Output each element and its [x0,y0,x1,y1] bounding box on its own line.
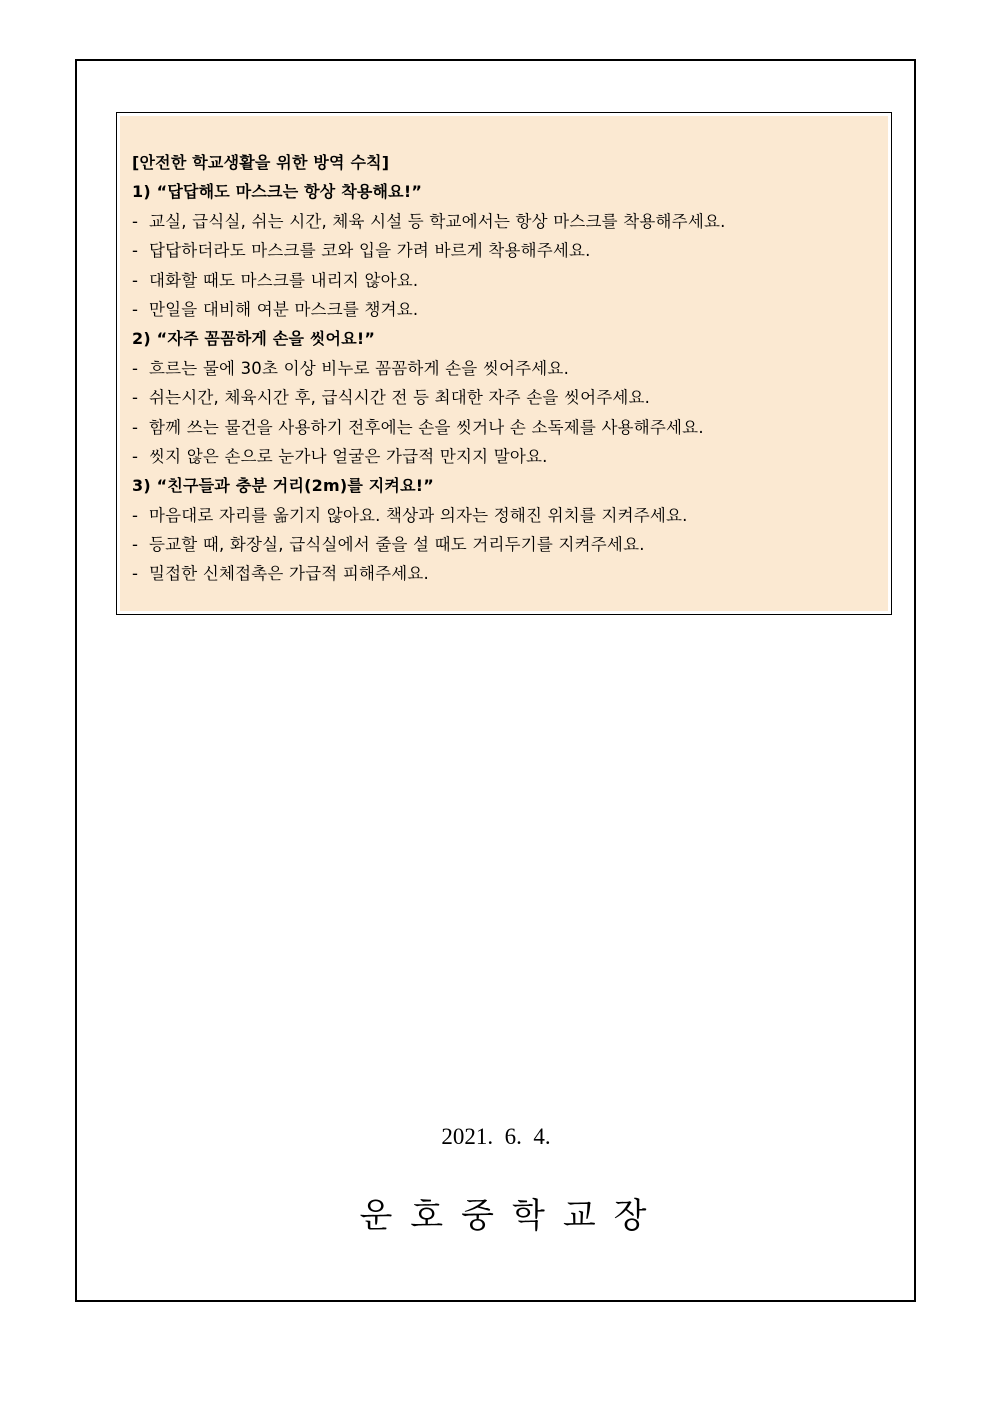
list-item [132,413,878,442]
item-text: 함께 쓰는 물건을 사용하기 전후에는 손을 씻거나 손 소독제를 사용해주세요. [149,417,704,437]
section-2-heading: 2) “자주 꼼꼼하게 손을 씻어요!” [132,329,376,349]
school-principal-signature: 운호중학교장 [359,1196,665,1236]
list-item [132,530,878,559]
bullet: - [132,358,139,378]
section-3-heading: 3) “친구들과 충분 거리(2m)를 지켜요!” [132,476,434,496]
bullet: - [132,241,139,261]
notice-content [120,116,888,611]
list-item [132,295,878,324]
item-text: 흐르는 물에 30초 이상 비누로 꼼꼼하게 손을 씻어주세요. [149,358,570,378]
bullet: - [132,211,139,231]
bullet: - [132,299,139,319]
notice-title: [안전한 학교생활을 위한 방역 수칙] [132,153,390,172]
section-1-heading: 1) “답답해도 마스크는 항상 착용해요!” [132,182,423,202]
bullet: - [132,270,139,290]
notice-box [116,112,892,615]
bullet: - [132,505,139,525]
item-text: 쉬는시간, 체육시간 후, 급식시간 전 등 최대한 자주 손을 씻어주세요. [149,388,651,408]
item-text: 마음대로 자리를 옮기지 않아요. 책상과 의자는 정해진 위치를 지켜주세요. [149,505,688,525]
item-text: 대화할 때도 마스크를 내리지 않아요. [149,270,419,290]
list-item [132,236,878,265]
bullet: - [132,446,139,466]
item-text: 답답하더라도 마스크를 코와 입을 가려 바르게 착용해주세요. [149,241,591,261]
list-item [132,207,878,236]
list-item [132,442,878,471]
bullet: - [132,535,139,555]
item-text: 만일을 대비해 여분 마스크를 챙겨요. [149,299,419,319]
item-text: 씻지 않은 손으로 눈가나 얼굴은 가급적 만지지 말아요. [149,446,548,466]
list-item [132,501,878,530]
item-text: 밀접한 신체접촉은 가급적 피해주세요. [149,564,430,584]
bullet: - [132,417,139,437]
item-text: 교실, 급식실, 쉬는 시간, 체육 시설 등 학교에서는 항상 마스크를 착용해주세요. [149,211,726,231]
list-item [132,559,878,588]
bullet: - [132,388,139,408]
bullet: - [132,564,139,584]
list-item [132,266,878,295]
document-date: 2021. 6. 4. [441,1124,551,1149]
list-item [132,354,878,383]
list-item [132,383,878,412]
item-text: 등교할 때, 화장실, 급식실에서 줄을 설 때도 거리두기를 지켜주세요. [149,535,645,555]
